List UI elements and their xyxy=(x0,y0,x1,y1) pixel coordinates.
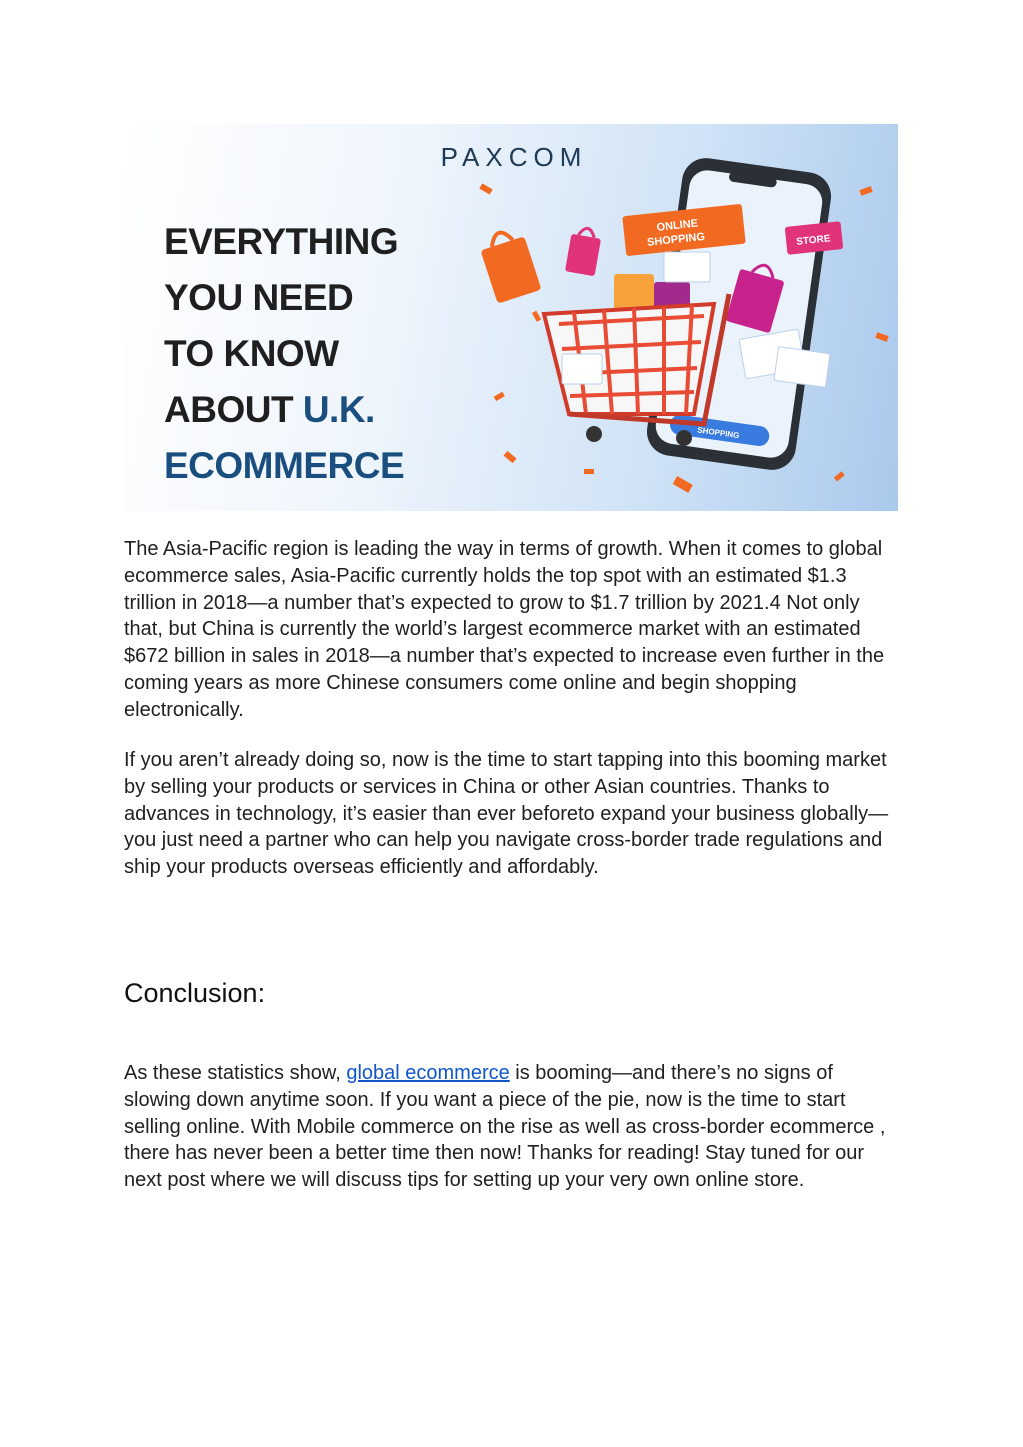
conclusion-text-after-link: is booming—and there’s no signs of slowing down anytime soon. If you want a piece of the pie, now is the time to start selling online. With Mobile commerce on the rise as well as cross-border ecommerce , there has never been a better time then now! Thanks for reading! Stay tuned for our next post where we will discuss tips for setting up your very own online store. xyxy=(124,1062,886,1192)
headline-about: ABOUT xyxy=(164,389,294,430)
global-ecommerce-link[interactable]: global ecommerce xyxy=(346,1062,510,1084)
headline-line-3: TO KNOW xyxy=(164,333,339,374)
phone-shopping-button: SHOPPING xyxy=(696,425,740,441)
shopping-illustration xyxy=(474,124,898,511)
tag-online: ONLINE xyxy=(655,217,699,234)
paragraph-asia-pacific: The Asia-Pacific region is leading the way in terms of growth. When it comes to global ecommerce sales, Asia-Pacific currently holds the top spot with an estimated $1.3 trillion in 2018—a number that’s expected to grow to $1.7 trillion by 2021.4 Not only that, but China is currently the world’s largest ecommerce market with an estimated $672 billion in sales in 2018—a number that’s expected to increase even further in the coming years as more Chinese consumers come online and begin shopping electronically. xyxy=(124,538,885,721)
banner-headline xyxy=(164,214,484,494)
hero-banner xyxy=(124,124,898,511)
conclusion-text-before-link: As these statistics show, xyxy=(124,1062,347,1084)
conclusion-heading: Conclusion: xyxy=(124,978,266,1008)
headline-line-4 xyxy=(164,382,484,438)
store-tag xyxy=(785,221,844,255)
headline-line-5: ECOMMERCE xyxy=(164,445,405,486)
headline-line-2: YOU NEED xyxy=(164,277,354,318)
paxcom-logo: PAXCOM xyxy=(440,142,588,172)
tag-shopping: SHOPPING xyxy=(646,230,706,249)
tag-store: STORE xyxy=(795,233,832,248)
headline-uk: U.K. xyxy=(302,389,375,430)
paragraph-booming-market: If you aren’t already doing so, now is the time to start tapping into this booming market by selling your products or services in China or other Asian countries. Thanks to advances in technology, it’s easier than ever beforeto expand your business globally—you just need a partner who can help you navigate cross-border trade regulations and ship your products overseas efficiently and affordably. xyxy=(124,749,889,879)
paragraph-conclusion xyxy=(124,1060,896,1194)
headline-line-1: EVERYTHING xyxy=(164,221,399,262)
